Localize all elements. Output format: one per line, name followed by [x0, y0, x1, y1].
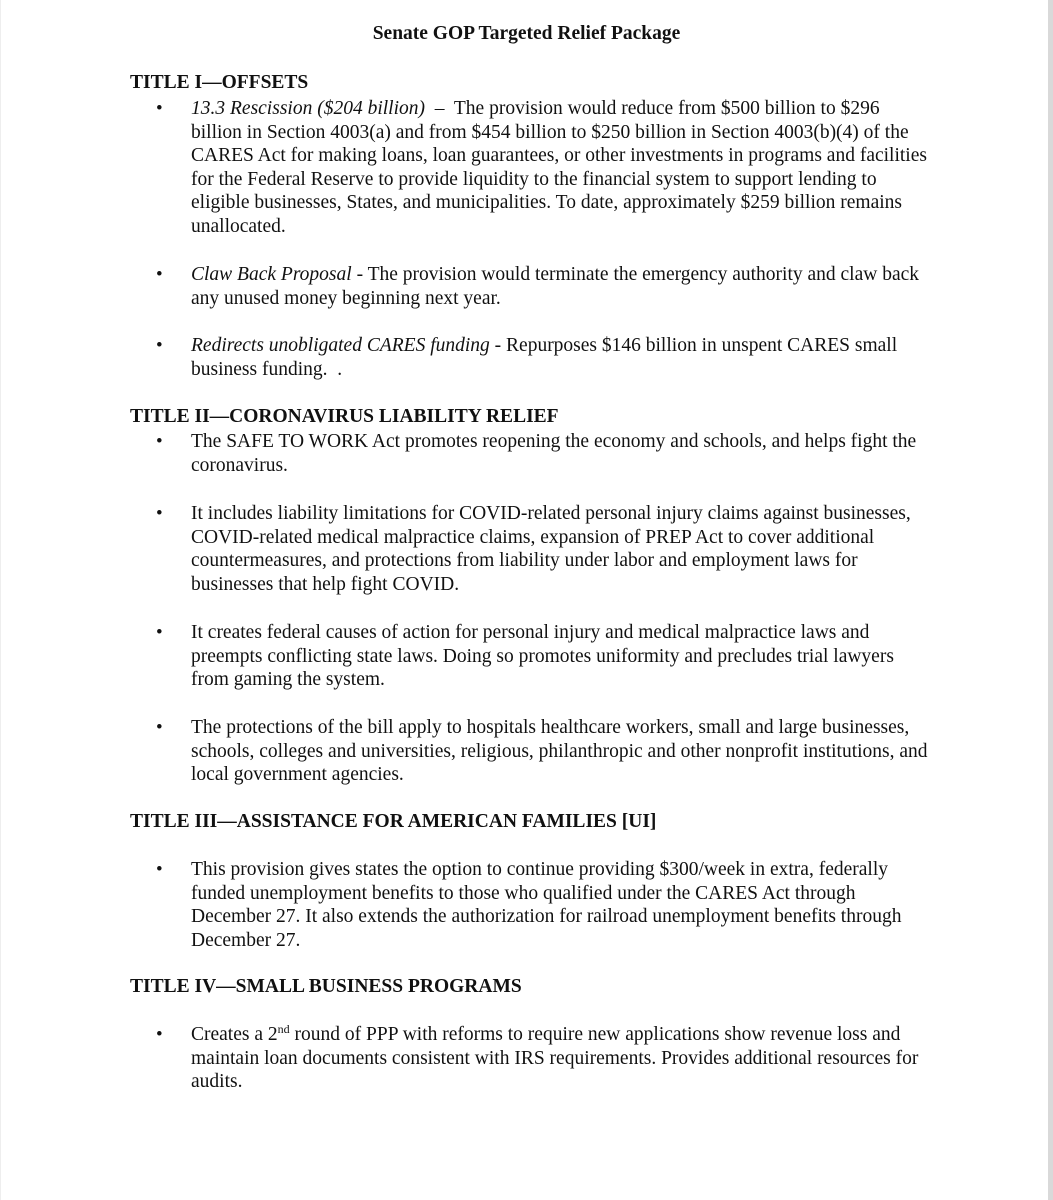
list-item-text: It includes liability limitations for COVID-related personal injury claims against businesses, COVID-related medical malpractice claims, expansion of PREP Act to cover additional countermeasures, and protections from liability under labor and employment laws for businesses that help fight COVID. [191, 503, 911, 595]
section-heading-title-1: TITLE I—OFFSETS [130, 72, 309, 93]
item-separator: - [489, 335, 507, 356]
bullet-icon: • [156, 431, 163, 452]
item-body-start: Creates a 2 [191, 1024, 278, 1045]
list-item-text [191, 97, 931, 238]
bullet-icon: • [156, 264, 163, 285]
section-heading-title-3: TITLE III—ASSISTANCE FOR AMERICAN FAMILIES [UI] [130, 811, 657, 832]
bullet-icon: • [156, 859, 163, 880]
bullet-icon: • [156, 622, 163, 643]
bullet-icon: • [156, 1024, 163, 1045]
ordinal-superscript: nd [277, 1022, 290, 1036]
section-heading-title-2: TITLE II—CORONAVIRUS LIABILITY RELIEF [130, 406, 559, 427]
list-item-text: The SAFE TO WORK Act promotes reopening the economy and schools, and helps fight the coronavirus. [191, 431, 917, 476]
list-item-text: The protections of the bill apply to hospitals healthcare workers, small and large businesses, schools, colleges and universities, religious, philanthropic and other nonprofit institutions, and local government agencies. [191, 717, 928, 785]
bullet-icon: • [156, 335, 163, 356]
page-right-edge [1048, 0, 1053, 1200]
item-separator: - [351, 264, 368, 285]
item-separator: – [424, 98, 454, 119]
list-item-text: This provision gives states the option to continue providing $300/week in extra, federally funded unemployment benefits to those who qualified under the CARES Act through December 27. It also extends the authorization for railroad unemployment benefits through December 27. [191, 859, 902, 951]
bullet-icon: • [156, 98, 163, 119]
item-lead: 13.3 Rescission ($204 billion) [191, 98, 425, 119]
item-body: Repurposes $146 billion in unspent CARES small business funding. . [191, 335, 902, 380]
section-heading-title-4: TITLE IV—SMALL BUSINESS PROGRAMS [130, 976, 522, 997]
bullet-icon: • [156, 503, 163, 524]
list-item-text [191, 263, 931, 310]
page-left-edge [0, 0, 1, 1200]
document-title: Senate GOP Targeted Relief Package [372, 23, 681, 44]
list-item-text [191, 1023, 931, 1094]
item-lead: Claw Back Proposal [191, 264, 352, 285]
list-item-text: It creates federal causes of action for personal injury and medical malpractice laws and preempts conflicting state laws. Doing so promotes uniformity and precludes trial lawyers from gaming the system. [191, 622, 894, 690]
item-lead: Redirects unobligated CARES funding [191, 335, 490, 356]
item-body: The provision would reduce from $500 billion to $296 billion in Section 4003(a) and from $454 billion to $250 billion in Section 4003(b)(4) of the CARES Act for making loans, loan guarantees, or other investments in programs and facilities for the Federal Reserve to provide liquidity to the financial system to support lending to eligible businesses, States, and municipalities. To date, approximately $259 billion remains unallocated. [191, 98, 927, 237]
list-item-text [191, 334, 931, 381]
item-body-end: round of PPP with reforms to require new applications show revenue loss and maintain loan documents consistent with IRS requirements. Provides additional resources for audits. [191, 1024, 919, 1092]
item-body: The provision would terminate the emergency authority and claw back any unused money beginning next year. [191, 264, 920, 309]
bullet-icon: • [156, 717, 163, 738]
